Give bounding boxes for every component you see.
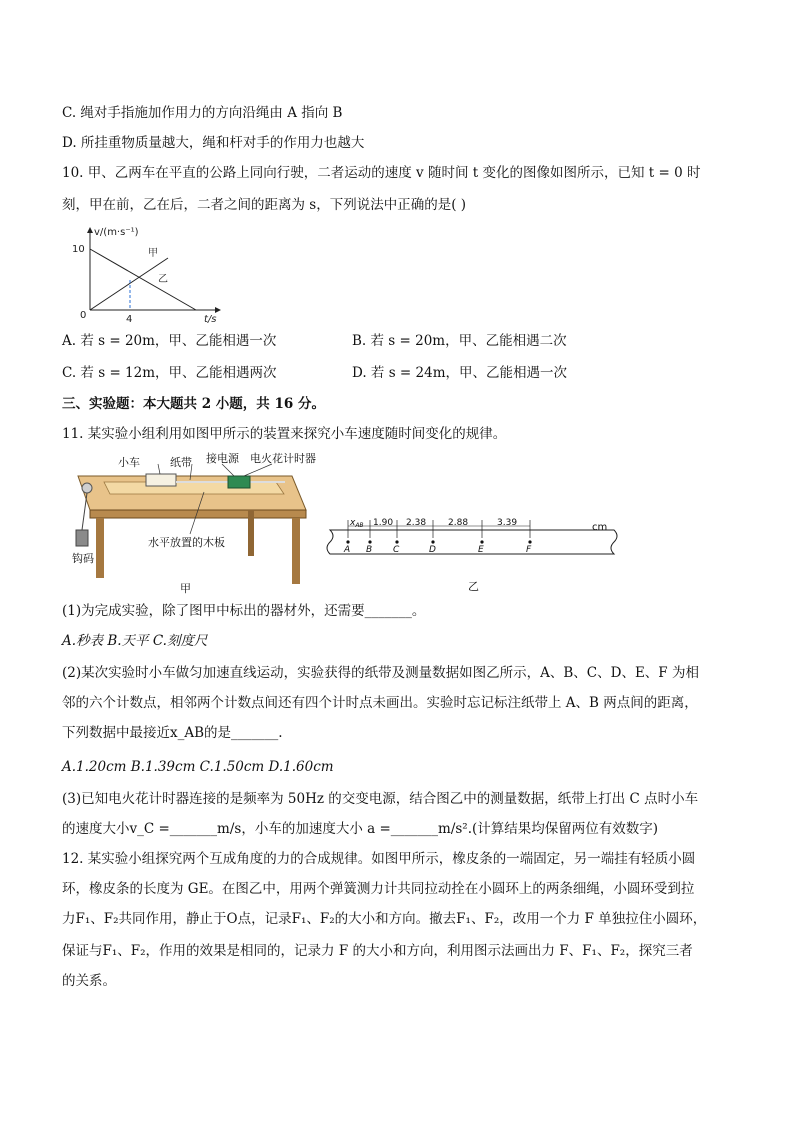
seg-de: 2.88 — [448, 518, 469, 528]
seg-ef: 3.39 — [497, 518, 518, 528]
pulley — [82, 483, 92, 493]
table-leg-back — [248, 510, 254, 556]
seg-bc: 1.90 — [373, 518, 394, 528]
caption-jia: 甲 — [180, 582, 191, 595]
q11-p2-line2: 邻的六个计数点，相邻两个计数点间还有四个计时点未画出。实验时忘记标注纸带上 A、B 两点间的距离， — [62, 695, 698, 711]
x-tick-4: 4 — [126, 314, 133, 325]
table-leg-right — [292, 518, 300, 584]
q9-option-c: C. 绳对手指施加作用力的方向沿绳由 A 指向 B — [62, 105, 343, 121]
q12-line4: 保证与F₁、F₂，作用的效果是相同的，记录力 F 的大小和方向，利用图示法画出力 F、F₁、F₂，探究三者 — [62, 943, 693, 959]
label-jia: 甲 — [148, 248, 158, 259]
table-leg-left — [96, 518, 104, 578]
q11-p2-line3: 下列数据中最接近x_AB的是_______. — [62, 725, 283, 741]
label-e: E — [478, 545, 484, 555]
table-edge — [90, 510, 306, 518]
q10-option-c: C. 若 s = 12m，甲、乙能相遇两次 — [62, 365, 277, 381]
label-b: B — [366, 545, 373, 555]
q10-option-b: B. 若 s = 20m，甲、乙能相遇二次 — [352, 333, 567, 349]
point-f — [528, 540, 531, 543]
xab-label: $x_{AB}$ — [350, 518, 364, 529]
label-c: C — [393, 545, 400, 555]
q10-vt-graph — [62, 222, 242, 328]
point-a — [346, 540, 349, 543]
label-board: 水平放置的木板 — [148, 536, 225, 549]
y-axis-label: v/(m·s⁻¹) — [94, 227, 139, 238]
q12-line5: 的关系。 — [62, 973, 116, 989]
board — [104, 482, 284, 494]
q11-fig-yi — [322, 516, 634, 596]
label-f: F — [526, 545, 532, 555]
line-yi — [90, 258, 168, 310]
label-d: D — [429, 545, 436, 555]
point-d — [431, 540, 434, 543]
y-tick-10: 10 — [72, 244, 85, 255]
q10-stem-line1: 10. 甲、乙两车在平直的公路上同向行驶，二者运动的速度 v 随时间 t 变化的图像如图所示，已知 t = 0 时 — [62, 165, 701, 181]
section3-title: 三、实验题：本大题共 2 小题，共 16 分。 — [62, 396, 325, 412]
label-tape: 纸带 — [170, 456, 192, 469]
q11-p3-line1: (3)已知电火花计时器连接的是频率为 50Hz 的交变电源，结合图乙中的测量数据，纸带上打出 C 点时小车 — [62, 791, 699, 807]
q12-line2: 环，橡皮条的长度为 GE。在图乙中，用两个弹簧测力计共同拉动拴在小圆环上的两条细绳，小圆环受到拉 — [62, 881, 695, 897]
label-car: 小车 — [118, 456, 140, 469]
weight — [76, 530, 88, 546]
x-axis-label: t/s — [204, 314, 217, 325]
q11-p1-options: A.秒表 B.天平 C.刻度尺 — [62, 633, 208, 649]
point-b — [368, 540, 371, 543]
point-e — [480, 540, 483, 543]
unit-cm: cm — [592, 522, 608, 533]
q12-line1: 12. 某实验小组探究两个互成角度的力的合成规律。如图甲所示，橡皮条的一端固定，另一端挂有轻质小圆 — [62, 851, 696, 867]
car — [146, 474, 176, 486]
label-a: A — [344, 545, 351, 555]
q10-stem-line2: 刻，甲在前，乙在后，二者之间的距离为 s，下列说法中正确的是( ) — [62, 197, 467, 213]
label-power: 接电源 — [206, 452, 239, 465]
q11-p2-options: A.1.20cm B.1.39cm C.1.50cm D.1.60cm — [62, 759, 334, 775]
q11-stem: 11. 某实验小组利用如图甲所示的装置来探究小车速度随时间变化的规律。 — [62, 426, 507, 442]
origin-label: 0 — [80, 310, 87, 321]
line-jia — [90, 249, 196, 310]
q11-p1: (1)为完成实验，除了图甲中标出的器材外，还需要_______。 — [62, 603, 426, 619]
label-yi: 乙 — [158, 274, 168, 285]
label-weight: 钩码 — [72, 552, 94, 565]
q12-line3: 力F₁、F₂共同作用，静止于O点，记录F₁、F₂的大小和方向。撤去F₁、F₂，改用一个力 F 单独拉住小圆环， — [62, 911, 707, 927]
q9-option-d: D. 所挂重物质量越大，绳和杆对手的作用力也越大 — [62, 135, 365, 151]
label-timer: 电火花计时器 — [250, 452, 316, 465]
q11-p2-line1: (2)某次实验时小车做匀加速直线运动，实验获得的纸带及测量数据如图乙所示，A、B、C、D、E、F 为相 — [62, 665, 699, 681]
seg-cd: 2.38 — [406, 518, 427, 528]
caption-yi: 乙 — [468, 580, 479, 593]
q10-option-d: D. 若 s = 24m，甲、乙能相遇一次 — [352, 365, 568, 381]
q11-fig-jia — [70, 448, 322, 596]
q10-option-a: A. 若 s = 20m，甲、乙能相遇一次 — [62, 333, 277, 349]
timer — [228, 476, 250, 488]
string — [82, 493, 87, 530]
point-c — [395, 540, 398, 543]
q11-p3-line2: 的速度大小v_C =_______m/s，小车的加速度大小 a =_______m/s².(计算结果均保留两位有效数字) — [62, 821, 659, 837]
